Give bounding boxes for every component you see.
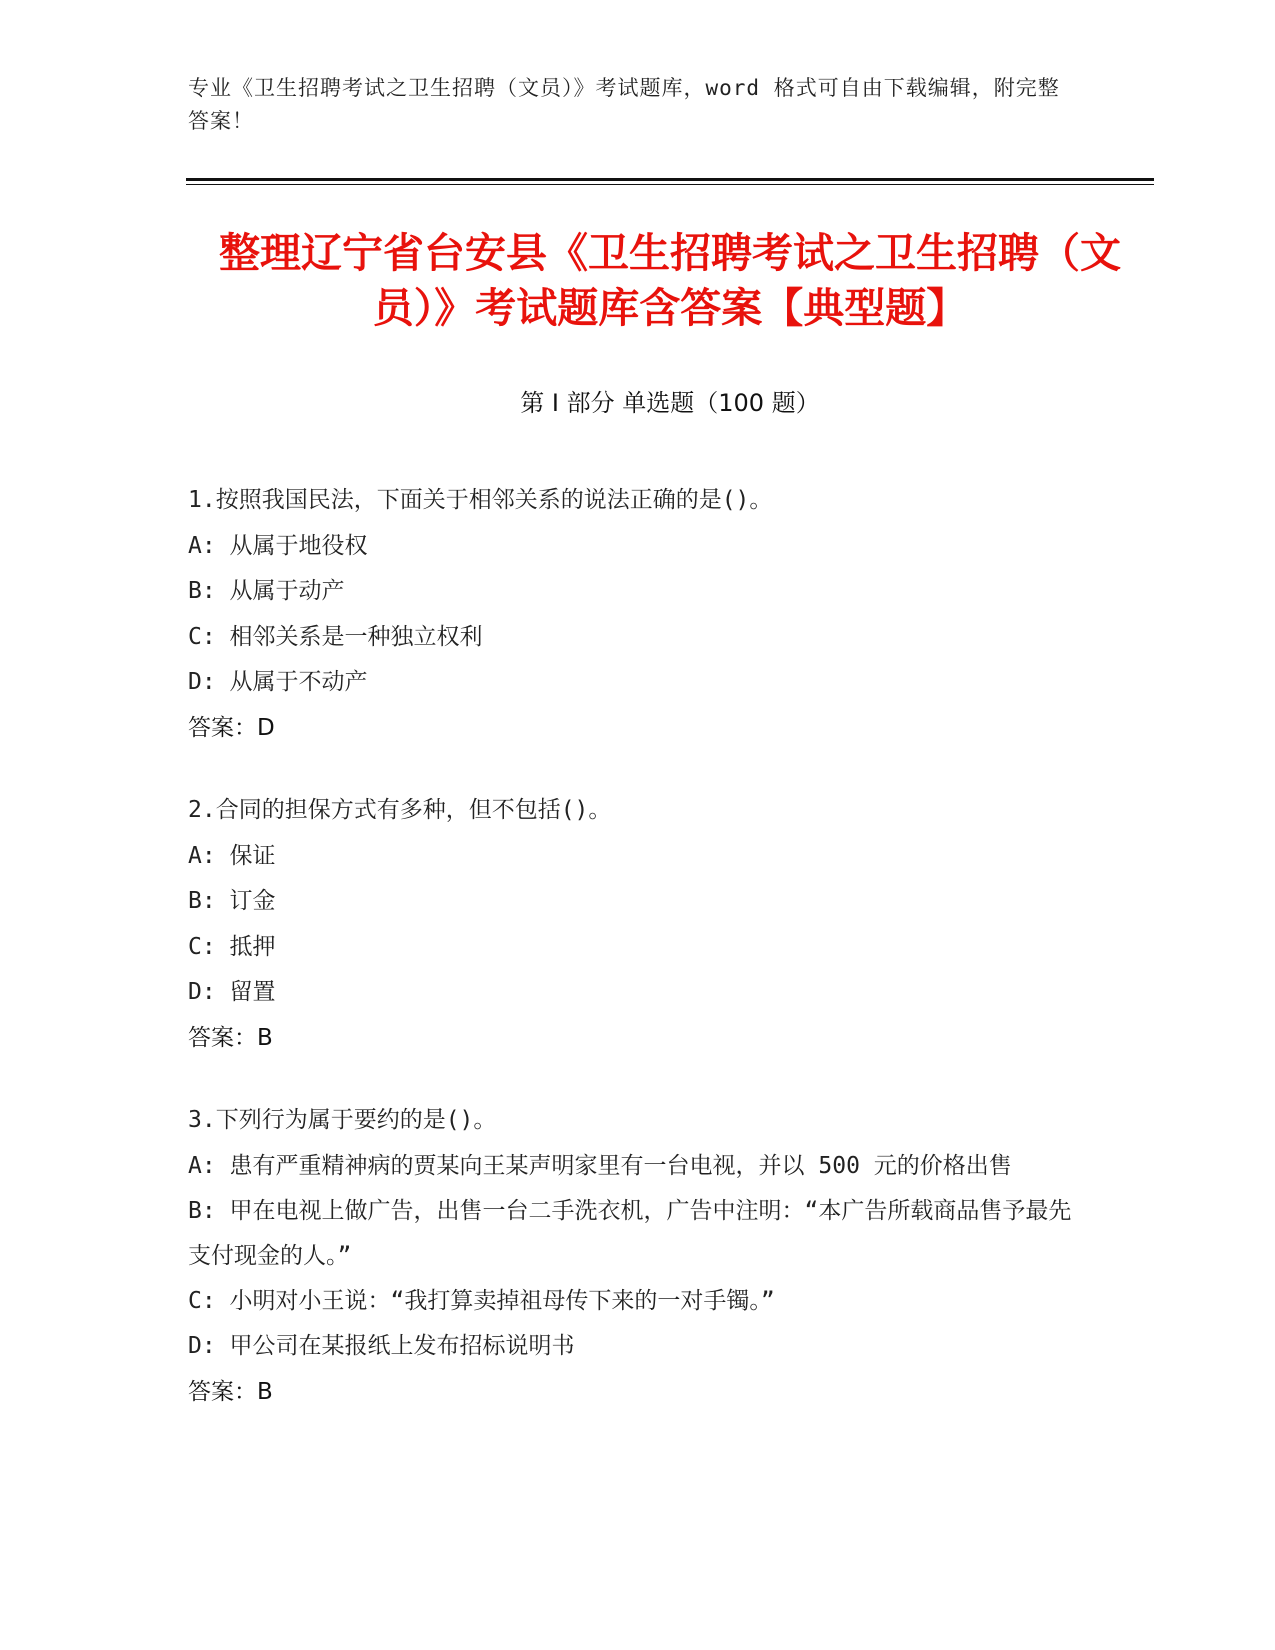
- document-title: 整理辽宁省台安县《卫生招聘考试之卫生招聘（文员）》考试题库含答案【典型题】: [219, 229, 1121, 332]
- answer: 答案：B: [188, 1024, 273, 1051]
- option-a: A: 从属于地役权: [188, 532, 368, 559]
- option-d: D: 从属于不动产: [188, 669, 368, 695]
- question-2: [188, 788, 1088, 1061]
- option-b: B: 订金: [188, 888, 276, 914]
- header-divider-thin: [186, 184, 1154, 185]
- header-divider-thick: [186, 178, 1154, 181]
- option-b: B: 甲在电视上做广告，出售一台二手洗衣机，广告中注明：“本广告所载商品售予最先支付现金的人。”: [188, 1197, 1072, 1269]
- question-stem: 1.按照我国民法，下面关于相邻关系的说法正确的是()。: [188, 487, 773, 513]
- option-d: D: 留置: [188, 979, 276, 1005]
- section-heading: 第 I 部分 单选题（100 题）: [520, 389, 820, 417]
- option-b: B: 从属于动产: [188, 578, 345, 604]
- question-1: [188, 478, 1088, 751]
- header-note: 专业《卫生招聘考试之卫生招聘（文员）》考试题库，word 格式可自由下载编辑，附完整答案！: [188, 76, 1060, 133]
- question-list: [188, 478, 1088, 1452]
- option-d: D: 甲公司在某报纸上发布招标说明书: [188, 1333, 575, 1359]
- option-c: C: 相邻关系是一种独立权利: [188, 623, 483, 650]
- option-a: A: 保证: [188, 842, 276, 869]
- answer: 答案：D: [188, 714, 275, 741]
- question-stem: 2.合同的担保方式有多种，但不包括()。: [188, 797, 612, 823]
- option-a: A: 患有严重精神病的贾某向王某声明家里有一台电视，并以 500 元的价格出售: [188, 1152, 1012, 1179]
- question-stem: 3.下列行为属于要约的是()。: [188, 1107, 497, 1133]
- answer: 答案：B: [188, 1378, 273, 1405]
- option-c: C: 抵押: [188, 933, 276, 960]
- option-c: C: 小明对小王说：“我打算卖掉祖母传下来的一对手镯。”: [188, 1287, 775, 1314]
- question-3: [188, 1098, 1088, 1415]
